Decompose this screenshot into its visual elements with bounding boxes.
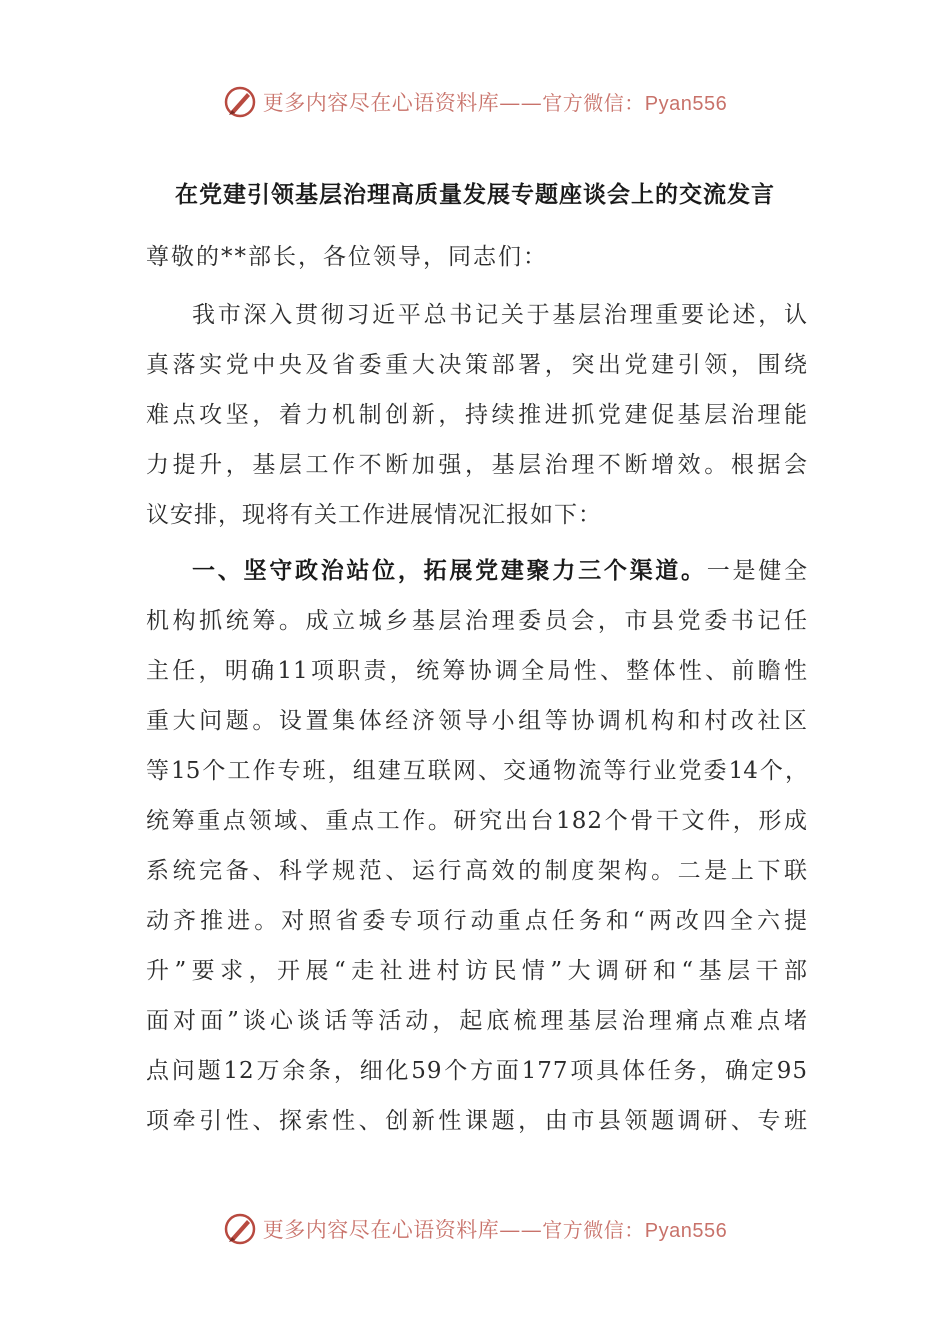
footer-banner <box>0 1209 950 1249</box>
document-title: 在党建引领基层治理高质量发展专题座谈会上的交流发言 <box>175 181 775 208</box>
banner-slogan: 更多内容尽在心语资料库 <box>262 91 500 115</box>
section-heading-line <box>146 546 808 596</box>
banner-separator: —— <box>499 1218 543 1242</box>
paragraph-line: 我市深入贯彻习近平总书记关于基层治理重要论述，认 <box>192 302 808 328</box>
paragraph-line: 面对面”谈心谈话等活动，起底梳理基层治理痛点难点堵 <box>146 1008 808 1034</box>
banner-slogan: 更多内容尽在心语资料库 <box>262 1218 500 1242</box>
banner-wechat: 官方微信：Pyan556 <box>542 93 728 115</box>
paragraph-line: 动齐推进。对照省委专项行动重点任务和“两改四全六提 <box>146 908 808 934</box>
section-one <box>146 546 808 1146</box>
paragraph-line: 力提升，基层工作不断加强，基层治理不断增效。根据会 <box>146 452 808 478</box>
paragraph-line: 点问题12万余条，细化59个方面177项具体任务，确定95 <box>146 1058 808 1084</box>
section-heading-tail: 一是健全 <box>706 558 809 584</box>
pen-logo-icon <box>223 85 257 119</box>
paragraph-line: 真落实党中央及省委重大决策部署，突出党建引领，围绕 <box>146 352 808 378</box>
banner-text <box>263 1214 727 1244</box>
paragraph-line: 主任，明确11项职责，统筹协调全局性、整体性、前瞻性 <box>146 658 808 684</box>
paragraph-line: 难点攻坚，着力机制创新，持续推进抓党建促基层治理能 <box>146 402 808 428</box>
paragraph-line: 等15个工作专班，组建互联网、交通物流等行业党委14个， <box>146 758 808 784</box>
header-banner <box>0 82 950 122</box>
paragraph-line: 升”要求，开展“走社进村访民情”大调研和“基层干部 <box>146 958 808 984</box>
paragraph-line: 统筹重点领域、重点工作。研究出台182个骨干文件，形成 <box>146 808 808 834</box>
paragraph-line: 系统完备、科学规范、运行高效的制度架构。二是上下联 <box>146 858 808 884</box>
paragraph-line: 重大问题。设置集体经济领导小组等协调机构和村改社区 <box>146 708 808 734</box>
greeting: 尊敬的**部长，各位领导，同志们： <box>146 244 548 270</box>
banner-separator: —— <box>499 91 543 115</box>
paragraph-line: 议安排，现将有关工作进展情况汇报如下： <box>146 502 602 528</box>
banner-wechat: 官方微信：Pyan556 <box>542 1220 728 1242</box>
section-heading: 一、坚守政治站位，拓展党建聚力三个渠道。 <box>192 557 707 584</box>
paragraph-line: 项牵引性、探索性、创新性课题，由市县领题调研、专班 <box>146 1108 808 1134</box>
pen-logo-icon <box>223 1212 257 1246</box>
paragraph-intro <box>146 290 808 540</box>
paragraph-line: 机构抓统筹。成立城乡基层治理委员会，市县党委书记任 <box>146 608 808 634</box>
banner-text <box>263 87 727 117</box>
